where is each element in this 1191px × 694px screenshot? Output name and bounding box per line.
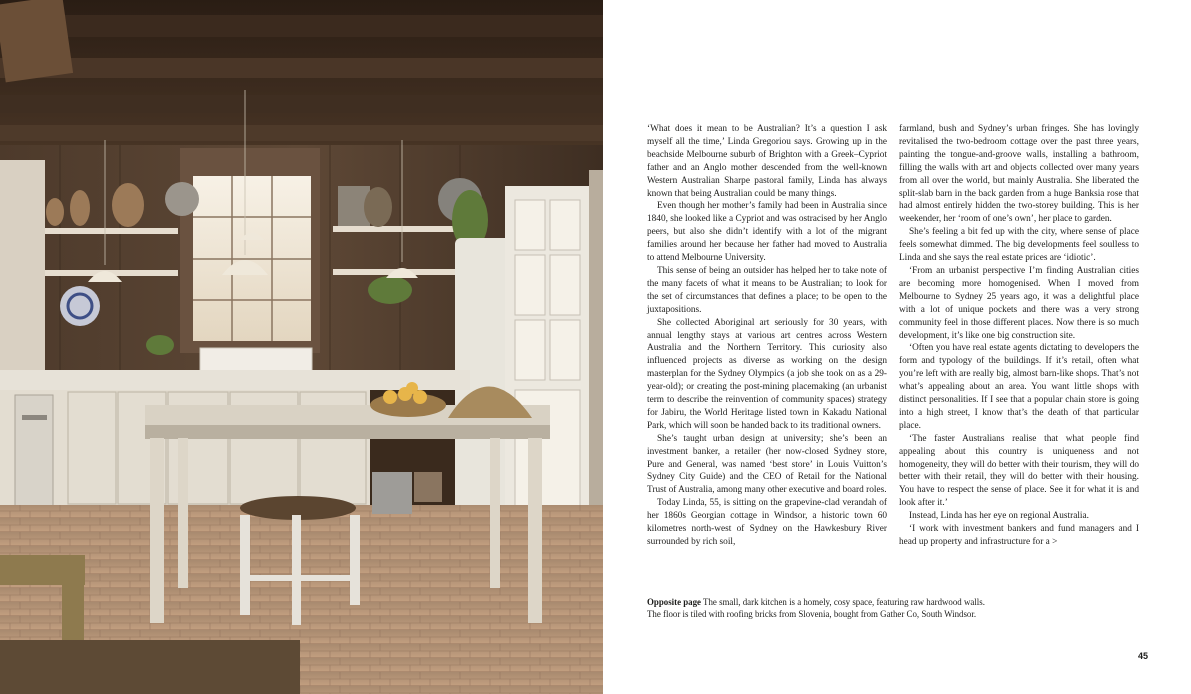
paragraph: She’s feeling a bit fed up with the city, where sense of place feels somewhat dimmed. The big developments feel soulless to Linda and she says the real estate prices are ‘idiotic’. <box>899 227 1139 264</box>
paragraph: This sense of being an outsider has helped her to take note of the many facets of what it means to be Australian; to look for the set of circumstances that defines a place; to be open to the juxtapositions. <box>647 265 887 315</box>
paragraph: ‘I work with investment bankers and fund managers and I head up property and infrastructure for a > <box>899 524 1139 547</box>
paragraph: ‘What does it mean to be Australian? It’s a question I ask myself all the time,’ Linda Gregoriou says. Growing up in the beachside Melbourne suburb of Brighton with a Greek–Cypriot father and an Anglo mother descended from the well-known Western Australian Sharpe pastoral family, Linda has always known that being Australian could be many things. <box>647 124 887 199</box>
article-column-right <box>899 123 1139 549</box>
paragraph: Instead, Linda has her eye on regional Australia. <box>909 511 1089 522</box>
caption-lead: Opposite page <box>647 597 701 607</box>
caption-line: The floor is tiled with roofing bricks from Slovenia, bought from Gather Co, South Windsor. <box>647 609 977 619</box>
paragraph: She collected Aboriginal art seriously for 30 years, with annual lengthy stays at various art centres across Western Australia and the Northern Territory. This curiosity also influenced projects as diverse as working on the design masterplan for the Sydney Olympics (a job she took on as a 29-year-old); or creating the post-mining placemaking (an urbanist term to describe the reinvention of community spaces) strategy for Jabiru, the World Heritage listed town in Kakadu National Park, which will soon be handed back to its traditional owners. <box>647 317 887 431</box>
article-column-left <box>647 123 887 549</box>
page-number: 45 <box>1138 651 1149 661</box>
paragraph: She’s taught urban design at university; she’s been an investment banker, a retailer (her now-closed Sydney store, Pure and General, was named ‘best store’ in Louis Vuitton’s Sydney City Guide) and the CEO of Retail for the National Trust of Australia, among many other executive and board roles. <box>647 433 887 496</box>
paragraph: Even though her mother’s family had been in Australia since 1840, she looked like a Cypriot and was ostracised by her Anglo peers, but also she didn’t identify with a lot of the migrant families around her because her father had moved to Australia to attend Melbourne University. <box>647 201 887 264</box>
paragraph: ‘Often you have real estate agents dictating to developers the form and typology of the buildings. If it’s retail, often what you’re left with are really big, almost barn-like shops. That’s not what’s appealing about an area. You want little shops with distinct personalities. If I see that a popular chain store is going into a high street, I know that’s the death of that particular place. <box>899 343 1139 431</box>
caption-line <box>647 596 1147 608</box>
paragraph: ‘From an urbanist perspective I’m finding Australian cities are becoming more homogenised. When I moved from Melbourne to Sydney 25 years ago, it was a delightful place with a lot of unique pockets and there was a very strong community feel in those different places. Now there is so much development, it’s like one big construction site. <box>899 265 1139 341</box>
caption-text: The small, dark kitchen is a homely, cosy space, featuring raw hardwood walls. <box>701 597 985 607</box>
paragraph: Today Linda, 55, is sitting on the grapevine-clad verandah of her 1860s Georgian cottage in Windsor, a historic town 60 kilometres north-west of Sydney on the Hawkesbury River surrounded by rich soil, <box>647 498 887 547</box>
paragraph: farmland, bush and Sydney’s urban fringes. She has lovingly revitalised the two-bedroom cottage over the past three years, painting the tongue-and-groove walls, installing a bathroom, filling the walls with art and objects collected over many years from all over the world, but mainly Australia. She liberated the split-slab barn in the back garden from a huge Banksia rose that had almost entirely hidden the two-storey building. This is her weekender, her ‘room of one’s own’, her place to garden. <box>899 124 1139 225</box>
photo-caption <box>647 596 1147 620</box>
paragraph: ‘The faster Australians realise that what people find appealing about this country is uniqueness and not homogeneity, they will do better with their tourism, they will do better with their retail, they will do better with their housing. You have to respect the sense of place. See it for what it is and look after it.’ <box>899 433 1139 509</box>
